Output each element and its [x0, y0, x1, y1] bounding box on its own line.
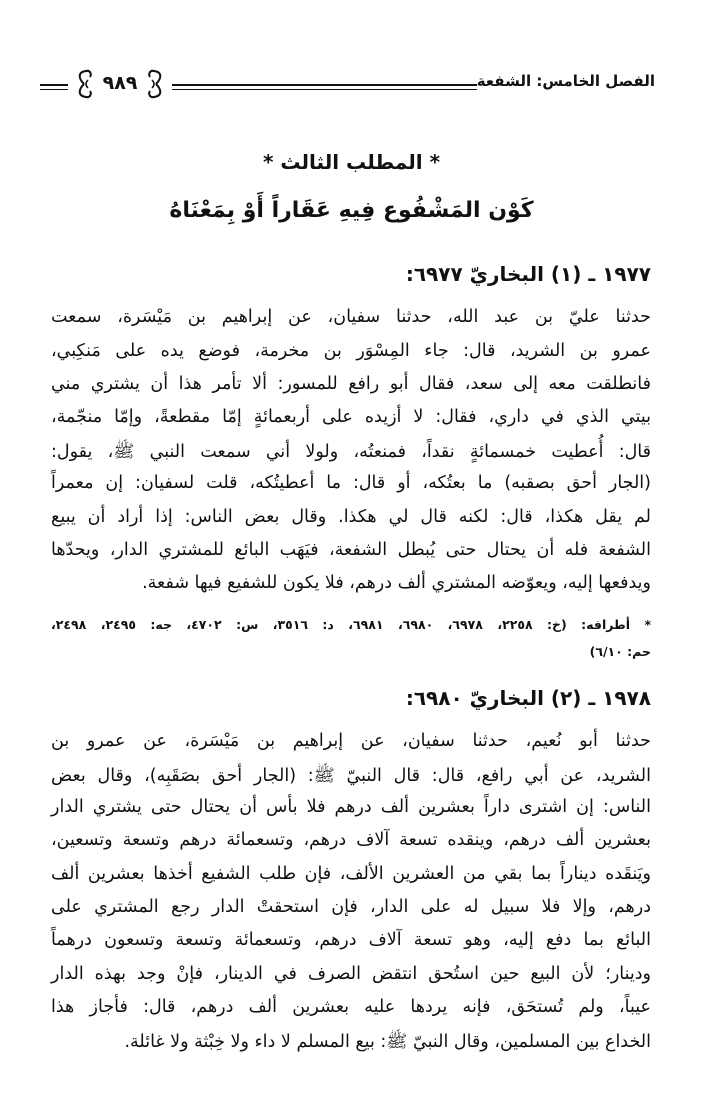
- hadith-2-heading: ١٩٧٨ ـ (٢) البخاريّ ٦٩٨٠:: [405, 686, 651, 710]
- hadith-2-line: عيباً، ولم تُستحَق، فإنه يردها عليه بعشرين ألف درهم، قال: فأجاز هذا: [51, 997, 651, 1017]
- hadith-1-line: لم يقل هكذا، قال: لكنه قال لي هكذا. وقال بعض الناس: إذا أراد أن يبيع: [51, 507, 651, 527]
- main-title: كَوْن المَشْفُوع فِيهِ عَقَاراً أَوْ بِمَعْنَاهُ: [169, 198, 534, 223]
- hadith-2-line: حدثنا أبو نُعيم، حدثنا سفيان، عن إبراهيم بن مَيْسَرة، عن عمرو بن: [51, 731, 651, 751]
- hadith-2-line: ودينار؛ لأن البيع حين استُحق انتقض الصرف في الدينار، فإنْ وجد بهذه الدار: [51, 964, 651, 984]
- page-number-ornament: [74, 68, 166, 100]
- page-number: ٩٨٩: [102, 72, 138, 94]
- hadith-1-line: قال: أُعطيت خمسمائةٍ نقداً، فمنعتُه، ولولا أني سمعت النبي ﷺ، يقول:: [51, 442, 651, 462]
- hadith-1-line: حدثنا عليّ بن عبد الله، حدثنا سفيان، عن إبراهيم بن مَيْسَرة، سمعت: [51, 307, 651, 327]
- hadith-1-line: عمرو بن الشريد، قال: جاء المِسْوَر بن مخرمة، فوضع يده على مَنكِبي،: [51, 341, 651, 361]
- hadith-1-line: ويدفعها إليه، ويعوّضه المشتري ألف درهم، فلا يكون للشفيع فيها شفعة.: [142, 573, 651, 593]
- page-header: [40, 66, 655, 106]
- hadith-2-line: درهم، وإلا فلا سبيل له على الدار، فإن استحقتْ الدار رجع المشتري على: [51, 897, 651, 917]
- hadith-1-line: الشفعة فله أن يحتال حتى يُبطل الشفعة، فيَهَب البائع للمشتري الدار، ويحدّها: [51, 540, 651, 560]
- hadith-1-line: بيتي الذي في داري، فقال: لا أزيده على أربعمائةٍ إمّا مقطعةً، وإمّا منجّمة،: [51, 407, 651, 427]
- hadith-2-line: ويَنقَده ديناراً بما بقي من العشرين الألف، فإن طلب الشفيع أخذها بعشرين ألف: [51, 864, 651, 884]
- hadith-2-line: بعشرين ألف درهم، وينقده تسعة آلاف درهم، وتسعمائة درهم وتسعة وتسعين،: [51, 830, 651, 850]
- header-rule-left: [40, 84, 68, 90]
- header-rule: [172, 84, 477, 90]
- hadith-1-cross-references: * أطرافه: (خ: ٢٢٥٨، ٦٩٧٨، ٦٩٨٠، ٦٩٨١، د: ٣٥١٦، س: ٤٧٠٢، جه: ٢٤٩٥، ٢٤٩٨،: [51, 617, 652, 632]
- section-title: * المطلب الثالث *: [262, 150, 441, 174]
- hadith-2-line: الشريد، عن أبي رافع، قال: قال النبيّ ﷺ: (الجار أحق بصَقَبِه)، وقال بعض: [51, 766, 651, 786]
- hadith-1-line: فانطلقت معه إلى سعد، فقال أبو رافع للمسور: ألا تأمر هذا أن يشتري مني: [51, 374, 651, 394]
- hadith-2-line: الناس: إن اشترى داراً بعشرين ألف درهم فلا بأس أن يحتال حتى يشتري الدار: [51, 797, 651, 817]
- hadith-1-heading: ١٩٧٧ ـ (١) البخاريّ ٦٩٧٧:: [405, 262, 651, 286]
- hadith-1-cross-references-cont: حم: ٦/١٠): [589, 644, 651, 659]
- hadith-2-line: الخداع بين المسلمين، وقال النبيّ ﷺ: بيع المسلم لا داء ولا خِبْثة ولا غائلة.: [124, 1032, 651, 1052]
- chapter-title: الفصل الخامس: الشفعة: [476, 72, 655, 90]
- hadith-2-line: البائع بما دفع إليه، وهو تسعة آلاف درهم، وتسعمائة وتسعة وتسعون درهماً: [51, 930, 651, 950]
- hadith-1-line: (الجار أحق بصقبه) ما بعتُكه، أو قال: ما أعطيتُكه، قلت لسفيان: إن معمراً: [51, 473, 651, 493]
